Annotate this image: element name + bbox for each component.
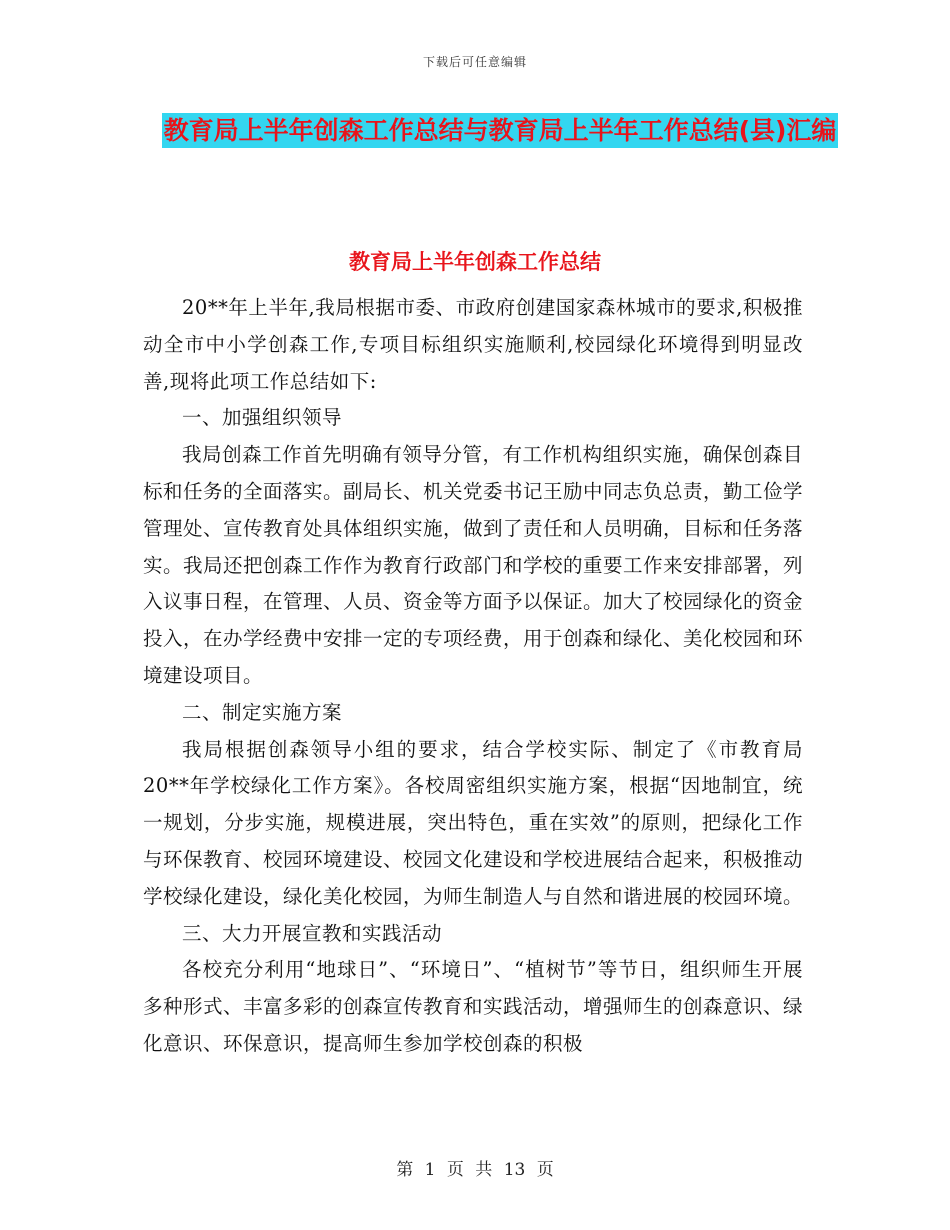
page-footer: 第 1 页 共 13 页 (396, 1160, 554, 1180)
document-title-text: 教育局上半年创森工作总结与教育局上半年工作总结(县)汇编 (162, 113, 839, 148)
document-title (140, 106, 860, 156)
paragraph-plan: 我局根据创森领导小组的要求，结合学校实际、制定了《市教育局20**年学校绿化工作方案》。各校周密组织实施方案，根据“因地制宜，统一规划，分步实施，规模进展，突出特色，重在实效”的原则，把绿化工作与环保教育、校园环境建设、校园文化建设和学校进展结合起来，积极推动学校绿化建设，绿化美化校园，为师生制造人与自然和谐进展的校园环境。 (143, 737, 804, 908)
paragraph-activities: 各校充分利用“地球日”、“环境日”、“植树节”等节日，组织师生开展多种形式、丰富多彩的创森宣传教育和实践活动，增强师生的创森意识、绿化意识、环保意识，提高师生参加学校创森的积极 (143, 958, 804, 1055)
heading-activities: 三、大力开展宣教和实践活动 (182, 921, 443, 945)
section-title: 教育局上半年创森工作总结 (349, 250, 601, 274)
page-header-note: 下载后可任意编辑 (422, 55, 527, 69)
paragraph-intro: 20**年上半年,我局根据市委、市政府创建国家森林城市的要求,积极推动全市中小学创森工作,专项目标组织实施顺利,校园绿化环境得到明显改善,现将此项工作总结如下: (143, 296, 803, 393)
paragraph-organization: 我局创森工作首先明确有领导分管，有工作机构组织实施，确保创森目标和任务的全面落实。副局长、机关党委书记王励中同志负总责，勤工俭学管理处、宣传教育处具体组织实施，做到了责任和人员明确，目标和任务落实。我局还把创森工作作为教育行政部门和学校的重要工作来安排部署，列入议事日程，在管理、人员、资金等方面予以保证。加大了校园绿化的资金投入，在办学经费中安排一定的专项经费，用于创森和绿化、美化校园和环境建设项目。 (143, 443, 804, 687)
heading-plan: 二、制定实施方案 (182, 700, 343, 724)
document-body (143, 290, 803, 1063)
heading-organization: 一、加强组织领导 (182, 406, 343, 430)
